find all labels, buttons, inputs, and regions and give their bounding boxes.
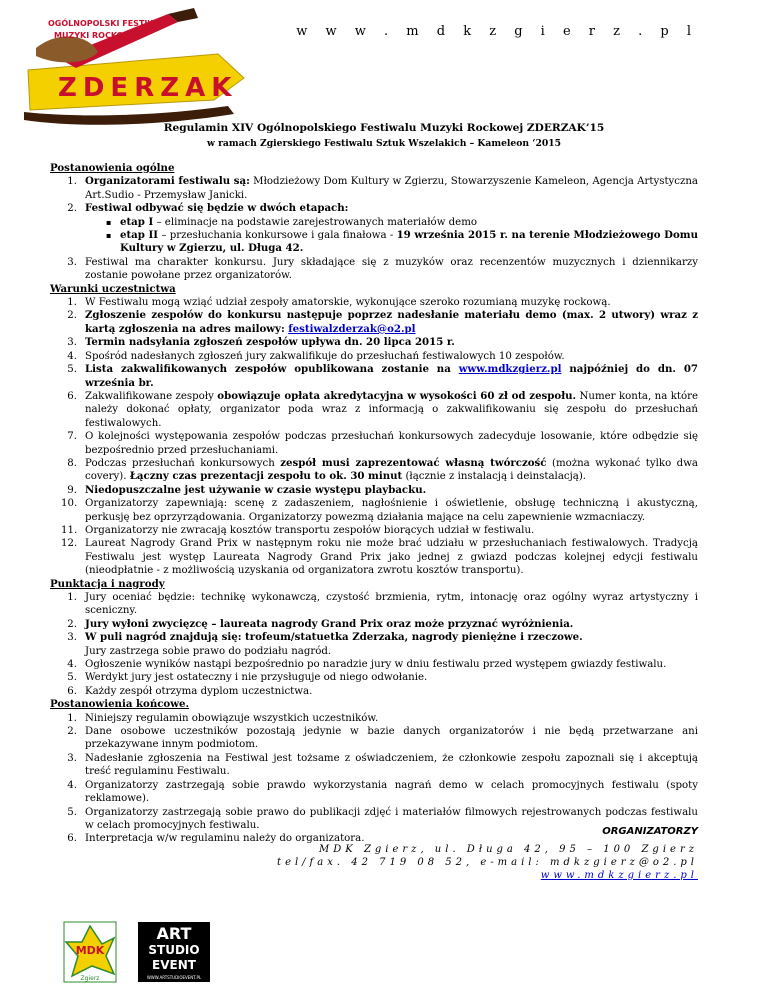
list-item: Lista zakwalifikowanych zespołów opublikowana zostanie na www.mdkzgierz.pl najpóźniej do dn. 07 września br.: [85, 363, 698, 389]
list-item: Interpretacja w/w regulaminu należy do organizatora.: [85, 833, 365, 845]
mdk-logo: [64, 922, 116, 982]
awards-list: [50, 591, 698, 698]
section-heading-conditions: Warunki uczestnictwa: [50, 282, 176, 295]
list-item: Werdykt jury jest ostateczny i nie przysługuje od niego odwołanie.: [85, 672, 428, 684]
footer-phone-email: tel/fax. 42 719 08 52, e-mail: mdkzgierz@o2.pl: [277, 857, 698, 868]
organizers-label: ORGANIZATORZY: [602, 826, 698, 837]
logo-line1: OGÓLNOPOLSKI FESTIWAL: [48, 19, 168, 28]
website-link[interactable]: www.mdkzgierz.pl: [458, 363, 562, 376]
list-item: Termin nadsyłania zgłoszeń zespołów upływa dn. 20 lipca 2015 r.: [85, 336, 455, 349]
zderzak-logo: [18, 8, 248, 138]
list-item: Organizatorami festiwalu są: Młodzieżowy Dom Kultury w Zgierzu, Stowarzyszenie Kameleon, Agencja Artystyczna Art.Sudio - Przemysław Janicki.: [85, 175, 698, 201]
footer-website-link[interactable]: www.mdkzgierz.pl: [540, 870, 698, 881]
list-item: Jury oceniać będzie: technikę wykonawczą, czystość brzmienia, rytm, intonację oraz ogólny wyraz artystyczny i sceniczny.: [85, 592, 698, 617]
list-item: Spośród nadesłanych zgłoszeń jury zakwalifikuje do przesłuchań festiwalowych 10 zespołów.: [85, 350, 565, 362]
list-item: Laureat Nagrody Grand Prix w następnym roku nie może brać udziału w przesłuchaniach festiwalowych. Tradycją Festiwalu jest występ Laureata Nagrody Grand Prix jako jednej z gwiazd podczas kolejnej edycji festiwalu (nieodpłatnie - z możliwością uzyskania od organizatora zwrotu kosztów transportu).: [85, 538, 698, 577]
section-heading-awards: Punktacja i nagrody: [50, 577, 165, 590]
art-logo-url: WWW.ARTSTUDIOEVENT.PL: [146, 975, 202, 980]
list-item: ▪ etap I – eliminacje na podstawie zarejestrowanych materiałów demo: [118, 216, 698, 229]
list-item: Zgłoszenie zespołów do konkursu następuje poprzez nadesłanie materiału demo (max. 2 utwory) wraz z kartą zgłoszenia na adres mailowy: festiwalzderzak@o2.pl: [85, 309, 698, 335]
document-title: Regulamin XIV Ogólnopolskiego Festiwalu Muzyki Rockowej ZDERZAK’15: [163, 122, 605, 134]
section-heading-final: Postanowienia końcowe.: [50, 698, 190, 711]
list-item: Organizatorzy zastrzegają sobie prawo do publikacji zdjęć i materiałów filmowych rejestrowanych podczas festiwalu w celach promocyjnych festiwalu.: [85, 806, 698, 831]
regulations-body: [50, 162, 698, 846]
footer-address: MDK Zgierz, ul. Długa 42, 95 – 100 Zgierz: [319, 844, 698, 855]
logo-name: ZDERZAK: [58, 73, 238, 103]
list-item: Dane osobowe uczestników pozostają jedynie w bazie danych organizatorów i nie będą przetwarzane ani przekazywane innym podmiotom.: [85, 726, 698, 751]
art-studio-event-logo: [138, 922, 210, 982]
list-item: Niedopuszczalne jest używanie w czasie występu playbacku.: [85, 483, 427, 496]
conditions-list: [50, 296, 698, 578]
section-heading-general: Postanowienia ogólne: [50, 162, 175, 174]
stages-list: [85, 216, 698, 256]
list-item: Nadesłanie zgłoszenia na Festiwal jest tożsame z oświadczeniem, że członkowie zespołu zapoznali się i akceptują treść regulaminu Festiwalu.: [85, 752, 698, 778]
logo-line2: MUZYKI ROCKOWEJ: [54, 31, 141, 40]
site-url-header[interactable]: w w w . m d k z g i e r z . p l: [296, 24, 698, 39]
list-item: Jury wyłoni zwycięzcę – laureata nagrody Grand Prix oraz może przyznać wyróżnienia.: [85, 617, 574, 630]
art-logo-line2: STUDIO: [148, 943, 200, 957]
mdk-logo-text: MDK: [75, 944, 105, 957]
list-item: Organizatorzy zastrzegają sobie prawdo wykorzystania nagrań demo w celach promocyjnych festiwalu (spoty reklamowe).: [85, 779, 698, 805]
document-subtitle: w ramach Zgierskiego Festiwalu Sztuk Wszelakich – Kameleon ‘2015: [206, 138, 562, 149]
list-item: O kolejności występowania zespołów podczas przesłuchań konkursowych zadecyduje losowanie, które odbędzie się bezpośrednio przed przesłuchaniami.: [85, 431, 698, 456]
list-item: Festiwal odbywać się będzie w dwóch etapach: ▪ etap I – eliminacje na podstawie zarejestrowanych materiałów demo ▪ etap II – przesłuchania konkursowe i gala finałowa - 19 września 2015 r. na terenie Młodzieżowego Domu Kultury w Zgierzu, ul. Długa 42.: [83, 202, 698, 256]
list-item: Każdy zespół otrzyma dyplom uczestnictwa.: [85, 685, 313, 697]
footer-contact: [277, 843, 698, 882]
list-item: W Festiwalu mogą wziąć udział zespoły amatorskie, wykonujące szeroko rozumianą muzykę rockową.: [85, 297, 611, 309]
list-item: Zakwalifikowane zespoły obowiązuje opłata akredytacyjna w wysokości 60 zł od zespołu. Numer konta, na które należy dokonać opłaty, organizator poda wraz z informacją o zakwalifikowaniu się zespołu do przesłuchań festiwalowych.: [85, 389, 699, 429]
art-logo-line1: ART: [156, 924, 192, 943]
general-list: [50, 175, 698, 282]
list-item: Organizatorzy nie zwracają kosztów transportu zespołów biorących udział w festiwalu.: [85, 524, 535, 536]
email-link[interactable]: festiwalzderzak@o2.pl: [288, 322, 416, 335]
organizer-logos: [62, 920, 222, 984]
final-list: [50, 712, 698, 846]
list-item: Festiwal ma charakter konkursu. Jury składające się z muzyków oraz recenzentów muzycznych i dziennikarzy zostanie powołane przez organizatorów.: [85, 256, 698, 282]
list-item: Ogłoszenie wyników nastąpi bezpośrednio po naradzie jury w dniu festiwalu przed występem gwiazdy festiwalu.: [85, 659, 667, 671]
list-item: Niniejszy regulamin obowiązuje wszystkich uczestników.: [85, 712, 379, 724]
art-logo-line3: EVENT: [152, 958, 196, 972]
mdk-logo-sub: Zgierz: [80, 975, 100, 982]
list-item: Podczas przesłuchań konkursowych zespół musi zaprezentować własną twórczość (można wykonać tylko dwa covery). Łączny czas prezentacji zespołu to ok. 30 minut (łącznie z instalacją i deinstalacją).: [85, 456, 699, 483]
list-item: Organizatorzy zapewniają: scenę z zadaszeniem, nagłośnienie i oświetlenie, obsługę techniczną i akustyczną, perkusję bez oprzyrządowania. Organizatorzy powezmą działania mające na celu zapewnienie wzmacniaczy.: [85, 498, 698, 523]
list-item: W puli nagród znajdują się: trofeum/statuetka Zderzaka, nagrody pieniężne i rzeczowe. Jury zastrzega sobie prawo do podziału nagród.: [85, 631, 583, 657]
list-item: ▪ etap II – przesłuchania konkursowe i gala finałowa - 19 września 2015 r. na terenie Młodzieżowego Domu Kultury w Zgierzu, ul. Długa 42.: [118, 229, 698, 256]
